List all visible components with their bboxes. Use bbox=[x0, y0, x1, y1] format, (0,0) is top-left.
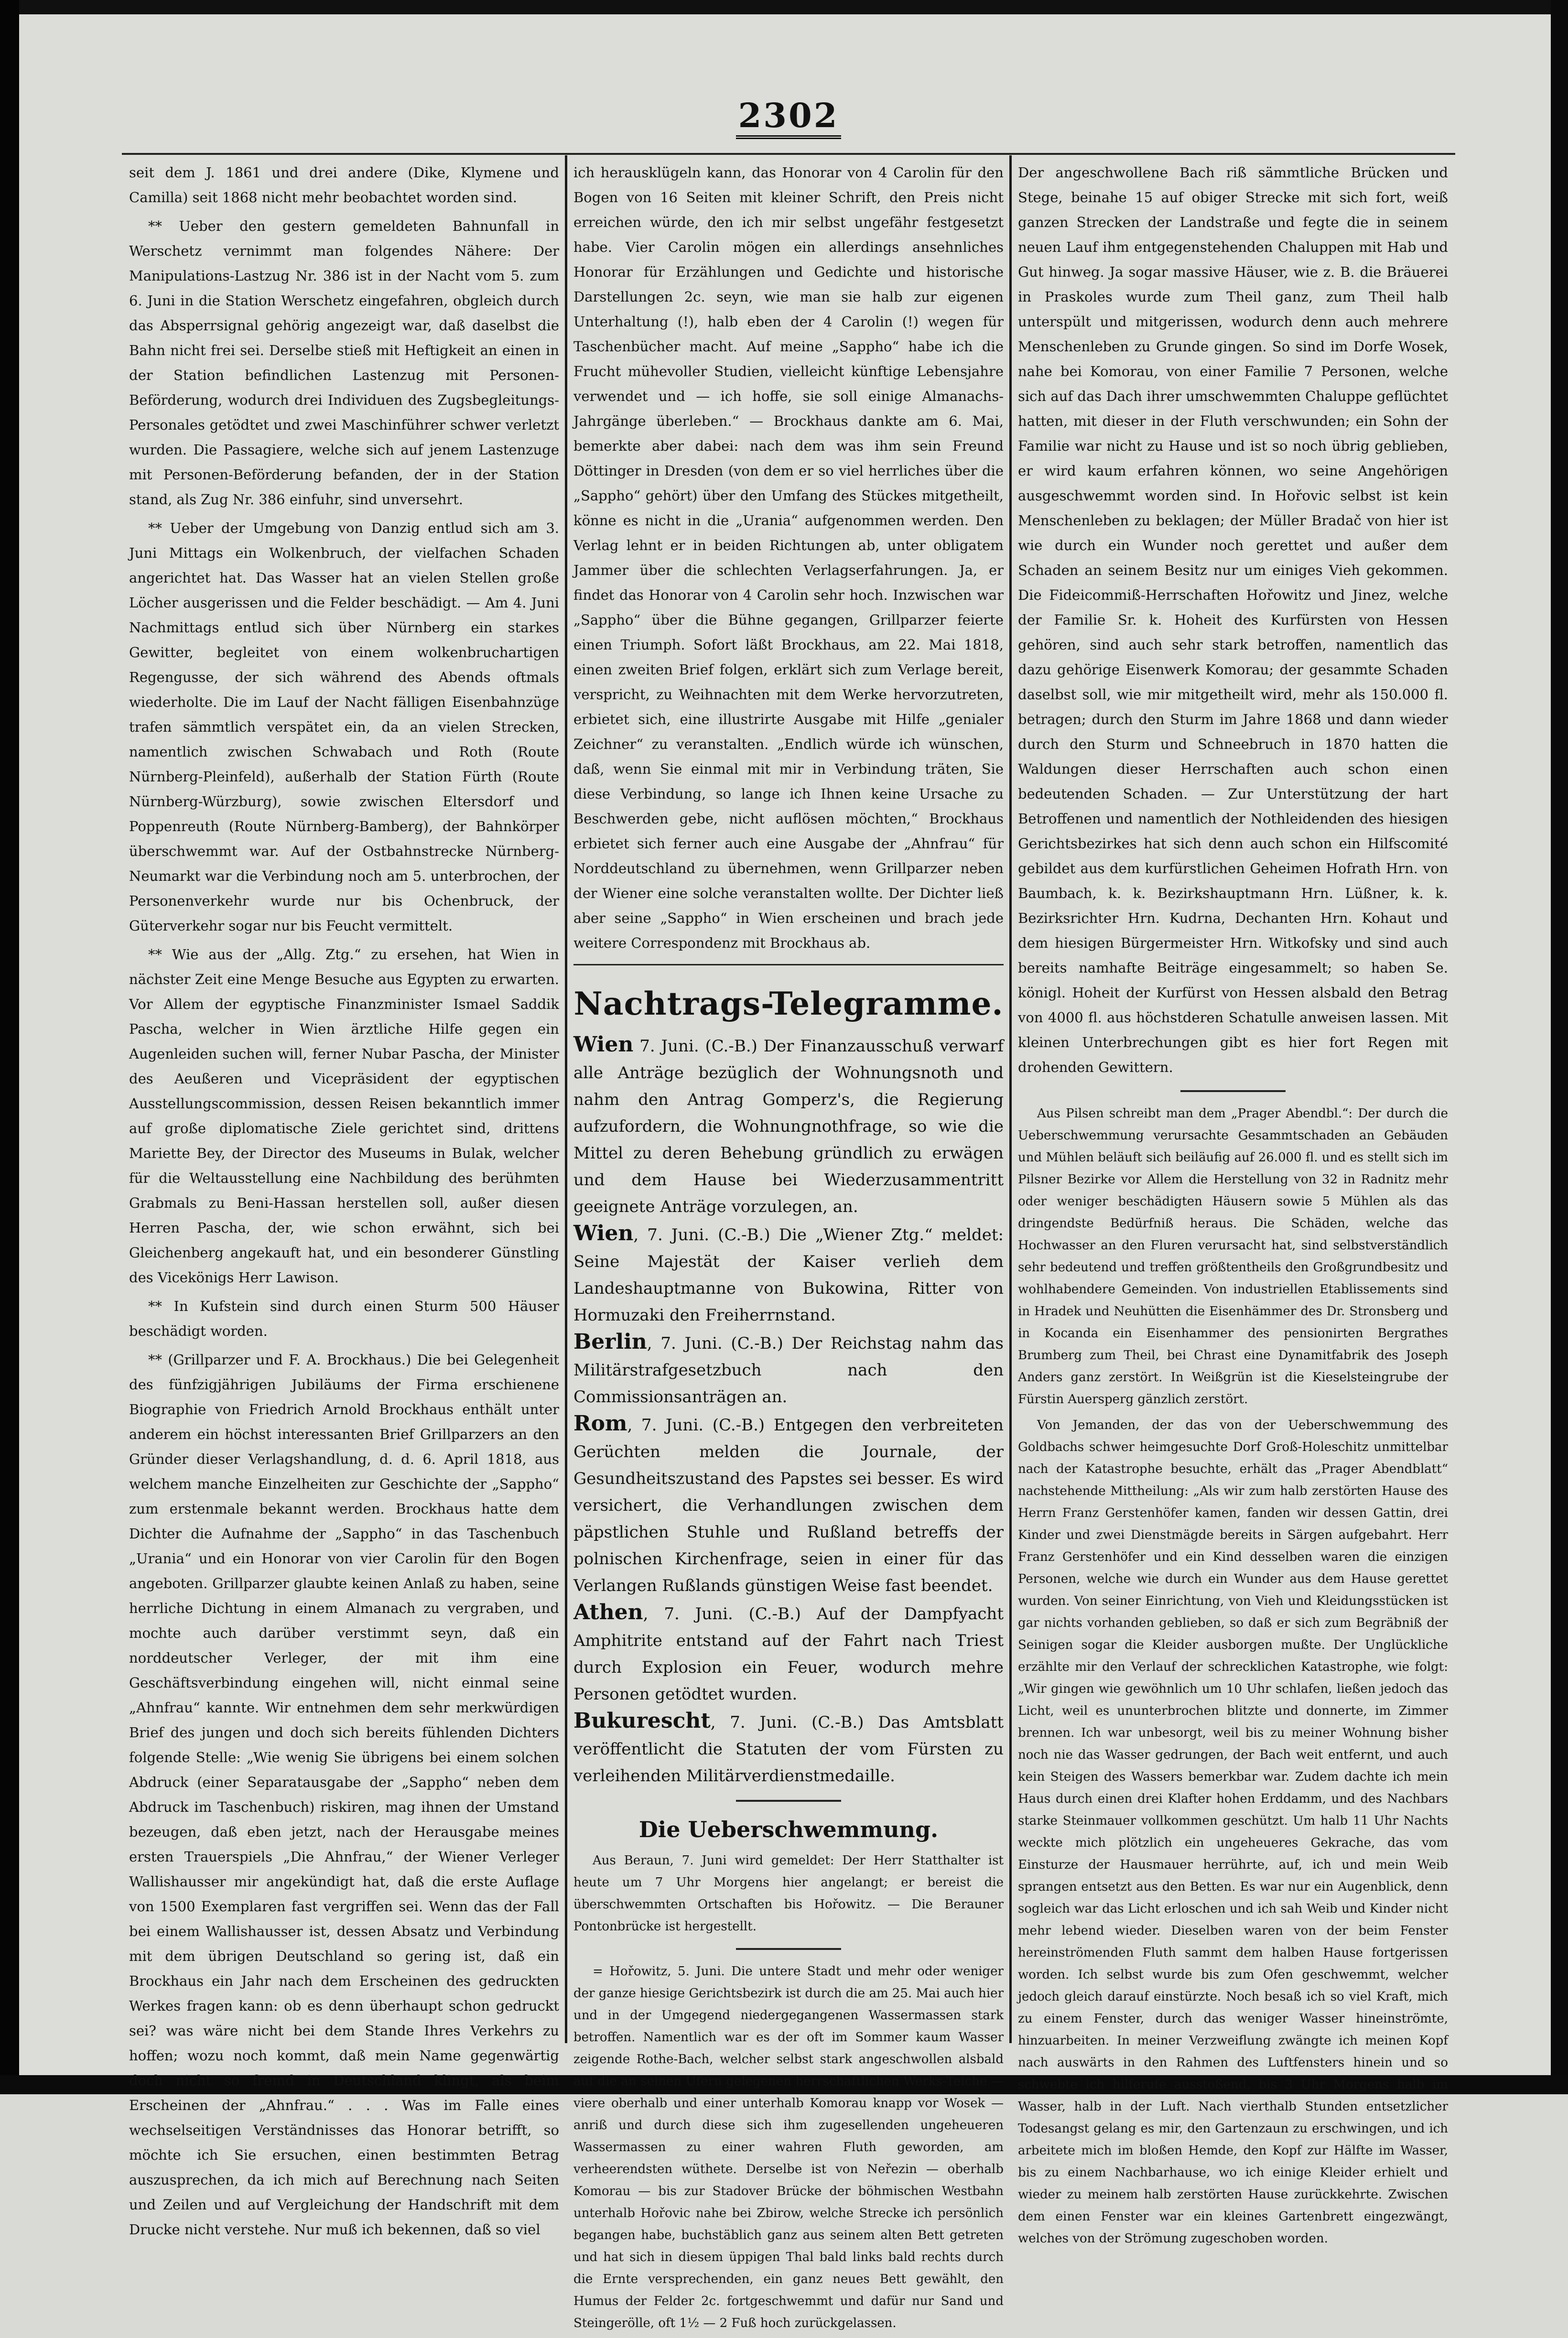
scan-border-right bbox=[1551, 0, 1568, 2094]
telegrams-heading: Nachtrags-Telegramme. bbox=[573, 985, 1004, 1022]
column-1 bbox=[129, 160, 559, 2246]
article-paragraph: ** Ueber der Umgebung von Danzig entlud sich am 3. Juni Mittags ein Wolkenbruch, der vielfachen Schaden angerichtet hat. Das Wasser hat an vielen Stellen große Löcher ausgerissen und die Felder beschädigt. — Am 4. Juni Nachmittags entlud sich über Nürnberg ein starkes Gewitter, begleitet von einem wolkenbruchartigen Regengusse, der sich während des Abends oftmals wiederholte. Die im Lauf der Nacht fälligen Eisenbahnzüge trafen sämmtlich verspätet ein, da an vielen Strecken, namentlich zwischen Schwabach und Roth (Route Nürnberg-Pleinfeld), außerhalb der Station Fürth (Route Nürnberg-Würzburg), sowie zwischen Eltersdorf und Poppenreuth (Route Nürnberg-Bamberg), der Bahnkörper überschwemmt war. Auf der Ostbahnstrecke Nürnberg-Neumarkt war die Verbindung noch am 5. unterbrochen, der Personenverkehr wurde nur bis Ochenbruck, der Güterverkehr sogar nur bis Feucht vermittelt. bbox=[129, 520, 559, 934]
telegram-text: , 7. Juni. (C.-B.) Das Amtsblatt veröffentlicht die Statuten der vom Fürsten zu verleihenden Militärverdienstmedaille. bbox=[573, 1713, 1004, 1786]
article-paragraph: ** In Kufstein sind durch einen Sturm 500 Häuser beschädigt worden. bbox=[129, 1298, 559, 1339]
section-divider bbox=[573, 964, 1004, 965]
telegram-place: Wien bbox=[573, 1221, 634, 1245]
article-paragraph: ich herausklügeln kann, das Honorar von 4 Carolin für den Bogen von 16 Seiten mit kleiner Schrift, den Preis nicht erreichen würde, den ich mir selbst ungefähr festgesetzt habe. Vier Carolin mögen ein allerdings ansehnliches Honorar für Erzählungen und Gedichte und historische Darstellungen 2c. seyn, wie man sie halb zur eigenen Unterhaltung (!), halb eben der 4 Carolin (!) wegen für Taschenbücher macht. Auf meine „Sappho“ habe ich die Frucht mühevoller Studien, vielleicht künftige Lebensjahre verwendet und — ich hoffe, sie soll einige Almanachs-Jahrgänge überleben.“ — Brockhaus dankte am 6. Mai, bemerkte aber dabei: nach dem was ihm sein Freund Döttinger in Dresden (von dem er so viel herrliches über die „Sappho“ gehört) über den Umfang des Stückes mitgetheilt, könne es nicht in die „Urania“ aufgenommen werden. Den Verlag lehnt er in beiden Richtungen ab, unter obligatem Jammer über die schlechten Verlagserfahrungen. Ja, er findet das Honorar von 4 Carolin sehr hoch. Inzwischen war „Sappho“ über die Bühne gegangen, Grillparzer feierte einen Triumph. Sofort läßt Brockhaus, am 22. Mai 1818, einen zweiten Brief folgen, erklärt sich zum Verlage bereit, verspricht, zu Weihnachten mit dem Werke hervorzutreten, erbietet sich, eine illustrirte Ausgabe mit Hilfe „genialer Zeichner“ zu veranstalten. „Endlich würde ich wünschen, daß, wenn Sie einmal mit mir in Verbindung träten, Sie diese Verbindung, so lange ich Ihnen keine Ursache zu Beschwerden gebe, nicht auflösen möchten,“ Brockhaus erbietet sich ferner auch eine Ausgabe der „Ahnfrau“ für Norddeutschland zu übernehmen, wenn Grillparzer neben der Wiener eine solche veranstalten wollte. Der Dichter ließ aber seine „Sappho“ in Wien erscheinen und brach jede weitere Correspondenz mit Brockhaus ab. bbox=[573, 164, 1004, 951]
article-paragraph: ** Wie aus der „Allg. Ztg.“ zu ersehen, hat Wien in nächster Zeit eine Menge Besuche aus Egypten zu erwarten. Vor Allem der egyptische Finanzminister Ismael Saddik Pascha, welcher in Wien ärztliche Hilfe gegen ein Augenleiden suchen will, ferner Nubar Pascha, der Minister des Aeußeren und Vicepräsident der egyptischen Ausstellungscommission, dessen Reisen bekanntlich immer auf große diplomatische Ziele gerichtet sind, drittens Mariette Bey, der Director des Museums in Bulak, welcher für die Weltausstellung eine Nachbildung des berühmten Grabmals zu Beni-Hassan herstellen soll, außer diesen Herren Pascha, der, wie schon erwähnt, sich bei Gleichenberg angekauft hat, und ein besonderer Günstling des Vicekönigs Herr Lawison. bbox=[129, 946, 559, 1286]
column-divider-2 bbox=[1009, 155, 1012, 2043]
article-paragraph: = Hořowitz, 5. Juni. Die untere Stadt und mehr oder weniger der ganze hiesige Gerichtsbezirk ist durch die am 25. Mai auch hier und in der Umgegend niedergegangenen Wassermassen stark betroffen. Namentlich war es der oft im Sommer kaum Wasser zeigende Rothe-Bach, welcher selbst stark angeschwollen alsbald auf die an seinen Ufern gelegenen herrschaftlichen Werks-Teiche — viere oberhalb und einer unterhalb Komorau knapp vor Wosek — anriß und durch diese sich ihm zugesellenden ungeheueren Wassermassen zu einer wahren Fluth geworden, am verheerendsten wüthete. Derselbe ist von Neřezin — oberhalb Komorau — bis zur Stadover Brücke der böhmischen Westbahn unterhalb Hořovic nahe bei Zbirow, welche Strecke ich persönlich begangen habe, buchstäblich ganz aus seinem alten Bett getreten und hat sich in diesem üppigen Thal bald links bald rechts durch die Ernte versprechenden, ein ganz neues Bett gewählt, den Humus der Felder 2c. fortgeschwemmt und dafür nur Sand und Steingerölle, oft 1½ — 2 Fuß hoch zurückgelassen. bbox=[573, 1964, 1004, 2330]
telegram-place: Athen bbox=[573, 1600, 643, 1624]
article-paragraph: Aus Pilsen schreibt man dem „Prager Abendbl.“: Der durch die Ueberschwemmung verursachte Gesammtschaden an Gebäuden und Mühlen beläuft sich beiläufig auf 26.000 fl. und es stellt sich im Pilsner Bezirke vor Allem die Herstellung von 32 in Radnitz mehr oder weniger beschädigten Häusern sowie 5 Mühlen als das dringendste Bedürfniß heraus. Die Schäden, welche das Hochwasser an den Fluren verursacht hat, sind selbstverständlich sehr bedeutend und treffen größtentheils den Großgrundbesitz und wohlhabendere Gemeinden. Von industriellen Etablissements sind in Hradek und Neuhütten die Eisenhämmer des Dr. Stronsberg und in Kocanda ein Eisenhammer des pensionirten Bergrathes Brumberg zum Theil, bei Chrast eine Dynamitfabrik des Joseph Anders ganz zerstört. In Weißgrün ist die Kieselsteingrube der Fürstin Auersperg gänzlich zerstört. bbox=[1018, 1106, 1448, 1407]
column-3 bbox=[1018, 160, 1448, 2253]
telegram-text: , 7. Juni. (C.-B.) Auf der Dampfyacht Amphitrite entstand auf der Fahrt nach Triest durch Explosion ein Feuer, wodurch mehre Personen getödtet wurden. bbox=[573, 1604, 1004, 1704]
header-rule bbox=[122, 153, 1455, 155]
telegram-item bbox=[573, 1329, 1004, 1410]
article-paragraph: ** Ueber den gestern gemeldeten Bahnunfall in Werschetz vernimmt man folgendes Nähere: Der Manipulations-Lastzug Nr. 386 ist in der Nacht vom 5. zum 6. Juni in die Station Werschetz eingefahren, obgleich durch das Absperrsignal gehörig angezeigt war, daß daselbst die Bahn nicht frei sei. Derselbe stieß mit Heftigkeit an einen in der Station befindlichen Lastenzug mit Personen-Beförderung, wodurch drei Individuen des Zugsbegleitungs-Personales getödtet und zwei Maschinführer schwer verletzt wurden. Die Passagiere, welche sich auf jenem Lastenzuge mit Personen-Beförderung befanden, der in der Station stand, als Zug Nr. 386 einfuhr, sind unversehrt. bbox=[129, 218, 559, 508]
flood-heading: Die Ueberschwemmung. bbox=[638, 1817, 939, 1842]
telegram-text: 7. Juni. (C.-B.) Der Finanzausschuß verwarf alle Anträge bezüglich der Wohnungsnoth und nahm den Antrag Gomperz's, die Regierung aufzufordern, die Wohnungnothfrage, so wie die Mittel zu deren Behebung gründlich zu erwägen und dem Hause bei Wiederzusammentritt geeignete Anträge vorzulegen, an. bbox=[573, 1037, 1004, 1216]
telegram-item bbox=[573, 1410, 1004, 1599]
telegram-place: Rom bbox=[573, 1411, 627, 1436]
scan-border-top bbox=[0, 0, 1568, 14]
telegram-item bbox=[573, 1220, 1004, 1329]
page-number: 2302 bbox=[736, 96, 841, 139]
section-divider bbox=[736, 1800, 841, 1802]
telegram-text: , 7. Juni. (C.-B.) Entgegen den verbreiteten Gerüchten melden die Journale, der Gesundheitszustand des Papstes sei besser. Es wird versichert, die Verhandlungen zwischen dem päpstlichen Stuhle und Rußland betreffs der polnischen Kirchenfrage, seien in einer für das Verlangen Rußlands günstigen Weise fast beendet. bbox=[573, 1416, 1004, 1595]
telegram-item bbox=[573, 1708, 1004, 1789]
telegram-item bbox=[573, 1031, 1004, 1220]
article-paragraph: Von Jemanden, der das von der Ueberschwemmung des Goldbachs schwer heimgesuchte Dorf Groß-Holeschitz unmittelbar nach der Katastrophe besuchte, erhält das „Prager Abendblatt“ nachstehende Mittheilung: „Als wir zum halb zerstörten Hause des Herrn Franz Gerstenhöfer kamen, fanden wir dessen Gattin, drei Kinder und zwei Dienstmägde bereits in Särgen aufgebahrt. Herr Franz Gerstenhöfer und ein Kind desselben waren die einzigen Personen, welche wie durch ein Wunder aus dem Hause gerettet wurden. Von seiner Einrichtung, von Vieh und Kleidungsstücken ist gar nichts vorhanden geblieben, so daß er sich zum Begräbniß der Seinigen sogar die Kleider ausborgen mußte. Der Unglückliche erzählte mir den Verlauf der schrecklichen Katastrophe, wie folgt: „Wir gingen wie gewöhnlich um 10 Uhr schlafen, ließen jedoch das Licht, weil es ununterbrochen blitzte und donnerte, im Zimmer brennen. Ich war unbesorgt, weil bis zu meiner Wohnung bisher noch nie das Wasser gedrungen, der Bach weit entfernt, und auch kein Steigen des Wassers bemerkbar war. Zudem dachte ich mein Haus durch einen drei Klafter hohen Erddamm, und des Nachbars starke Steinmauer vollkommen geschützt. Um halb 11 Uhr Nachts weckte mich plötzlich ein ungeheueres Gekrache, das vom Einsturze der Hausmauer herrührte, auf, ich und mein Weib sprangen entsetzt aus den Betten. Es war nur ein Augenblick, denn sogleich war das Licht erloschen und ich sah Weib und Kinder nicht mehr lebend wieder. Dieselben waren von der beim Fenster hereinströmenden Fluth sammt dem halben Hause fortgerissen worden. Ich selbst wurde bis zum Ofen geschwemmt, welcher jedoch gleich darauf einstürzte. Noch besaß ich so viel Kraft, mich zu einem Fenster, durch das weniger Wasser hineinströmte, hinzuarbeiten. In meiner Verzweiflung zwängte ich meinen Kopf nach auswärts in den Rahmen des Luftfensters hinein und so schwebte ich hilferufe ausstoßend, bis 3 Uhr Morgens halb im Wasser, halb in der Luft. Nach vierthalb Stunden entsetzlicher Todesangst gelang es mir, den Gartenzaun zu erschwingen, und ich arbeitete mich im bloßen Hemde, den Kopf zur Hälfte im Wasser, bis zu einem Nachbarhause, wo ich einige Kleider erhielt und wieder zu meinem halb zerstörten Hause zurückkehrte. Zwischen dem einen Fenster war ein kleines Gartenbrett eingezwängt, welches von der Strömung zugeschoben worden. bbox=[1018, 1418, 1448, 2246]
section-divider bbox=[1180, 1090, 1286, 1092]
article-paragraph: ** (Grillparzer und F. A. Brockhaus.) Die bei Gelegenheit des fünfzigjährigen Jubiläums der Firma erschienene Biographie von Friedrich Arnold Brockhaus enthält unter anderem ein höchst interessanten Brief Grillparzers an den Gründer dieser Verlagshandlung, d. d. 6. April 1818, aus welchem manche Einzelheiten zur Geschichte der „Sappho“ zum erstenmale bekannt werden. Brockhaus hatte dem Dichter die Aufnahme der „Sappho“ in das Taschenbuch „Urania“ und ein Honorar von vier Carolin für den Bogen angeboten. Grillparzer glaubte keinen Anlaß zu haben, seine herrliche Dichtung in einem Almanach zu vergraben, und mochte auch darüber verstimmt seyn, daß ein norddeutscher Verleger, der mit ihm eine Geschäftsverbindung eingehen will, nicht einmal seine „Ahnfrau“ kannte. Wir entnehmen dem sehr merkwürdigen Brief des jungen und doch sich bereits fühlenden Dichters folgende Stelle: „Wie wenig Sie übrigens bei einem solchen Abdruck (einer Separatausgabe der „Sappho“ neben dem Abdruck im Taschenbuch) riskiren, mag ihnen der Umstand bezeugen, daß eben jetzt, nach der Herausgabe meines ersten Trauerspiels „Die Ahnfrau,“ der Wiener Verleger Wallishausser mir angekündigt hat, daß die erste Auflage von 1500 Exemplaren fast vergriffen sei. Wenn das der Fall bei einem Wallishausser ist, dessen Absatz und Verbindung mit dem übrigen Deutschland so gering ist, daß ein Brockhaus ein Jahr nach dem Erscheinen des gedruckten Werkes fragen kann: ob es denn überhaupt schon gedruckt sei? was wäre nicht bei dem Stande Ihres Verkehrs zu hoffen; wozu noch kommt, daß mein Name gegenwärtig doch nicht so fremd in Deutschland klingt, als beim Erscheinen der „Ahnfrau.“ . . . Was im Falle eines wechselseitigen Verständnisses das Honorar betrifft, so möchte ich Sie ersuchen, einen bestimmten Betrag auszusprechen, da ich mich auf Berechnung nach Seiten und Zeilen und auf Vergleichung der Handschrift mit dem Drucke nicht verstehe. Nur muß ich bekennen, daß so viel bbox=[129, 1352, 559, 2238]
telegram-text: , 7. Juni. (C.-B.) Der Reichstag nahm das Militärstrafgesetzbuch nach den Commissionsanträgen an. bbox=[573, 1334, 1004, 1407]
article-paragraph: Aus Beraun, 7. Juni wird gemeldet: Der Herr Statthalter ist heute um 7 Uhr Morgens hier angelangt; er bereist die überschwemmten Ortschaften bis Hořowitz. — Die Berauner Pontonbrücke ist hergestellt. bbox=[573, 1853, 1004, 1934]
telegram-item bbox=[573, 1599, 1004, 1708]
telegram-place: Wien bbox=[573, 1032, 634, 1057]
section-divider bbox=[736, 1948, 841, 1950]
column-divider-1 bbox=[565, 155, 567, 2043]
article-paragraph: seit dem J. 1861 und drei andere (Dike, Klymene und Camilla) seit 1868 nicht mehr beobachtet worden sind. bbox=[129, 164, 559, 206]
telegram-text: , 7. Juni. (C.-B.) Die „Wiener Ztg.“ meldet: Seine Majestät der Kaiser verlieh dem Landeshauptmanne von Bukowina, Ritter von Hormuzaki den Freiherrnstand. bbox=[573, 1225, 1004, 1325]
article-paragraph: Der angeschwollene Bach riß sämmtliche Brücken und Stege, beinahe 15 auf obiger Strecke mit sich fort, weiß ganzen Strecken der Landstraße und fegte die in seinem neuen Lauf ihm entgegenstehenden Chaluppen mit Hab und Gut hinweg. Ja sogar massive Häuser, wie z. B. die Bräuerei in Praskoles wurde zum Theil ganz, zum Theil halb unterspült und mitgerissen, wodurch denn auch mehrere Menschenleben zu Grunde gingen. So sind im Dorfe Wosek, nahe bei Komorau, von einer Familie 7 Personen, welche sich auf das Dach ihrer umschwemmten Chaluppe geflüchtet hatten, mit dieser in der Fluth verschwunden; ein Sohn der Familie war nicht zu Hause und ist so noch übrig geblieben, er wird kaum erfahren können, wo seine Angehörigen ausgeschwemmt worden sind. In Hořovic selbst ist kein Menschenleben zu beklagen; der Müller Bradač von hier ist wie durch ein Wunder noch gerettet und außer dem Schaden an seinem Besitz nur um einiges Vieh gekommen. Die Fideicommiß-Herrschaften Hořowitz und Jinez, welche der Familie Sr. k. Hoheit des Kurfürsten von Hessen gehören, sind auch sehr stark betroffen, namentlich das dazu gehörige Eisenwerk Komorau; der gesammte Schaden daselbst soll, wie mir mitgetheilt wird, mehr als 150.000 fl. betragen; durch den Sturm im Jahre 1868 und dann wieder durch den Sturm und Schneebruch in 1870 hatten die Waldungen dieser Herrschaften auch schon einen bedeutenden Schaden. — Zur Unterstützung der hart Betroffenen und namentlich der Nothleidenden des hiesigen Gerichtsbezirkes hat sich denn auch schon ein Hilfscomité gebildet aus dem kurfürstlichen Geheimen Hofrath Hrn. von Baumbach, k. k. Bezirkshauptmann Hrn. Lüßner, k. k. Bezirksrichter Hrn. Kudrna, Dechanten Hrn. Kohaut und dem hiesigen Bürgermeister Hrn. Witkofsky und sind auch bereits namhafte Beiträge eingesammelt; so haben Se. königl. Hoheit der Kurfürst von Hessen alsbald den Betrag von 4000 fl. aus höchstderen Schatulle anweisen lassen. Mit kleinen Unterbrechungen gibt es hier fort Regen mit drohenden Gewittern. bbox=[1018, 164, 1448, 1075]
telegram-place: Bukurescht bbox=[573, 1709, 711, 1733]
column-2 bbox=[573, 160, 1004, 2338]
telegram-place: Berlin bbox=[573, 1330, 647, 1354]
scan-border-left bbox=[0, 0, 19, 2094]
